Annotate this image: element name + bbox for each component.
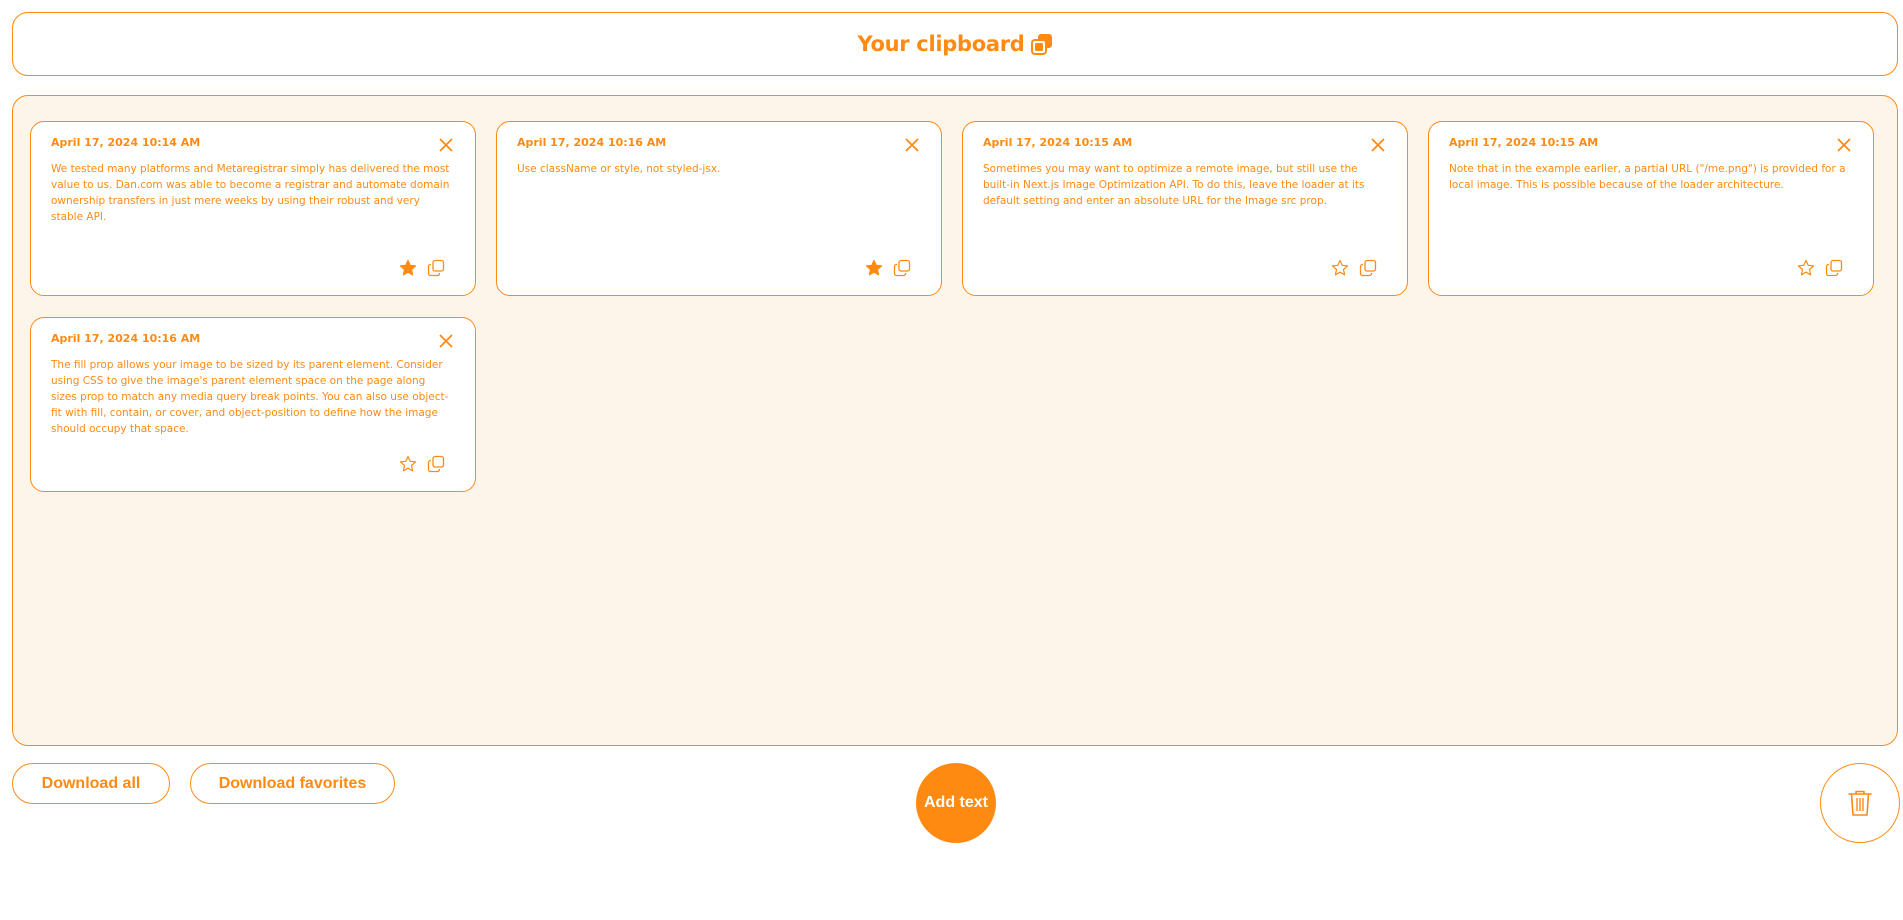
copy-icon[interactable] bbox=[893, 259, 911, 277]
copy-icon[interactable] bbox=[1825, 259, 1843, 277]
star-outline-icon[interactable] bbox=[1797, 259, 1815, 277]
clip-card bbox=[30, 121, 476, 296]
clip-text: Note that in the example earlier, a partial URL ("/me.png") is provided for a local image. This is possible because of the loader architecture. bbox=[1449, 163, 1846, 191]
clip-text: The fill prop allows your image to be sized by its parent element. Consider using CSS to give the image's parent element space on the page along sizes prop to match any media query break points. You can also use object-fit with fill, contain, or cover, and object-position to define how the image should occupy that space. bbox=[51, 359, 449, 435]
close-icon[interactable] bbox=[903, 136, 921, 154]
clipboard-board bbox=[12, 95, 1898, 746]
clip-date: April 17, 2024 10:16 AM bbox=[517, 136, 667, 149]
copy-icon[interactable] bbox=[427, 455, 445, 473]
clip-actions bbox=[1797, 259, 1843, 277]
clip-actions bbox=[1331, 259, 1377, 277]
page-title: Your clipboard bbox=[857, 32, 1025, 56]
clip-card bbox=[496, 121, 942, 296]
clip-actions bbox=[399, 455, 445, 473]
add-text-label: Add text bbox=[924, 794, 988, 811]
clip-text: Sometimes you may want to optimize a remote image, but still use the built-in Next.js Image Optimization API. To do this, leave the loader at its default setting and enter an absolute URL for the Image src prop. bbox=[983, 163, 1365, 207]
close-icon[interactable] bbox=[1835, 136, 1853, 154]
clip-card bbox=[962, 121, 1408, 296]
copy-icon[interactable] bbox=[427, 259, 445, 277]
clip-date: April 17, 2024 10:15 AM bbox=[983, 136, 1133, 149]
clip-date: April 17, 2024 10:16 AM bbox=[51, 332, 201, 345]
clear-all-button[interactable] bbox=[1820, 763, 1900, 843]
clip-date: April 17, 2024 10:14 AM bbox=[51, 136, 201, 149]
download-all-button[interactable]: Download all bbox=[12, 763, 170, 804]
add-text-button[interactable] bbox=[916, 763, 996, 843]
close-icon[interactable] bbox=[1369, 136, 1387, 154]
star-filled-icon[interactable] bbox=[865, 259, 883, 277]
close-icon[interactable] bbox=[437, 332, 455, 350]
clip-actions bbox=[865, 259, 911, 277]
clipboard-stack-icon bbox=[1031, 33, 1053, 55]
clip-card bbox=[1428, 121, 1874, 296]
trash-icon bbox=[1847, 789, 1873, 817]
app-header bbox=[12, 12, 1898, 76]
download-favorites-button[interactable]: Download favorites bbox=[190, 763, 395, 804]
copy-icon[interactable] bbox=[1359, 259, 1377, 277]
star-filled-icon[interactable] bbox=[399, 259, 417, 277]
clip-text: Use className or style, not styled-jsx. bbox=[517, 163, 721, 175]
clip-card bbox=[30, 317, 476, 492]
clip-date: April 17, 2024 10:15 AM bbox=[1449, 136, 1599, 149]
clip-actions bbox=[399, 259, 445, 277]
star-outline-icon[interactable] bbox=[1331, 259, 1349, 277]
star-outline-icon[interactable] bbox=[399, 455, 417, 473]
clip-text: We tested many platforms and Metaregistrar simply has delivered the most value to us. Dan.com was able to become a registrar and automate domain ownership transfers in just mere weeks by using their robust and very stable API. bbox=[51, 163, 450, 223]
close-icon[interactable] bbox=[437, 136, 455, 154]
